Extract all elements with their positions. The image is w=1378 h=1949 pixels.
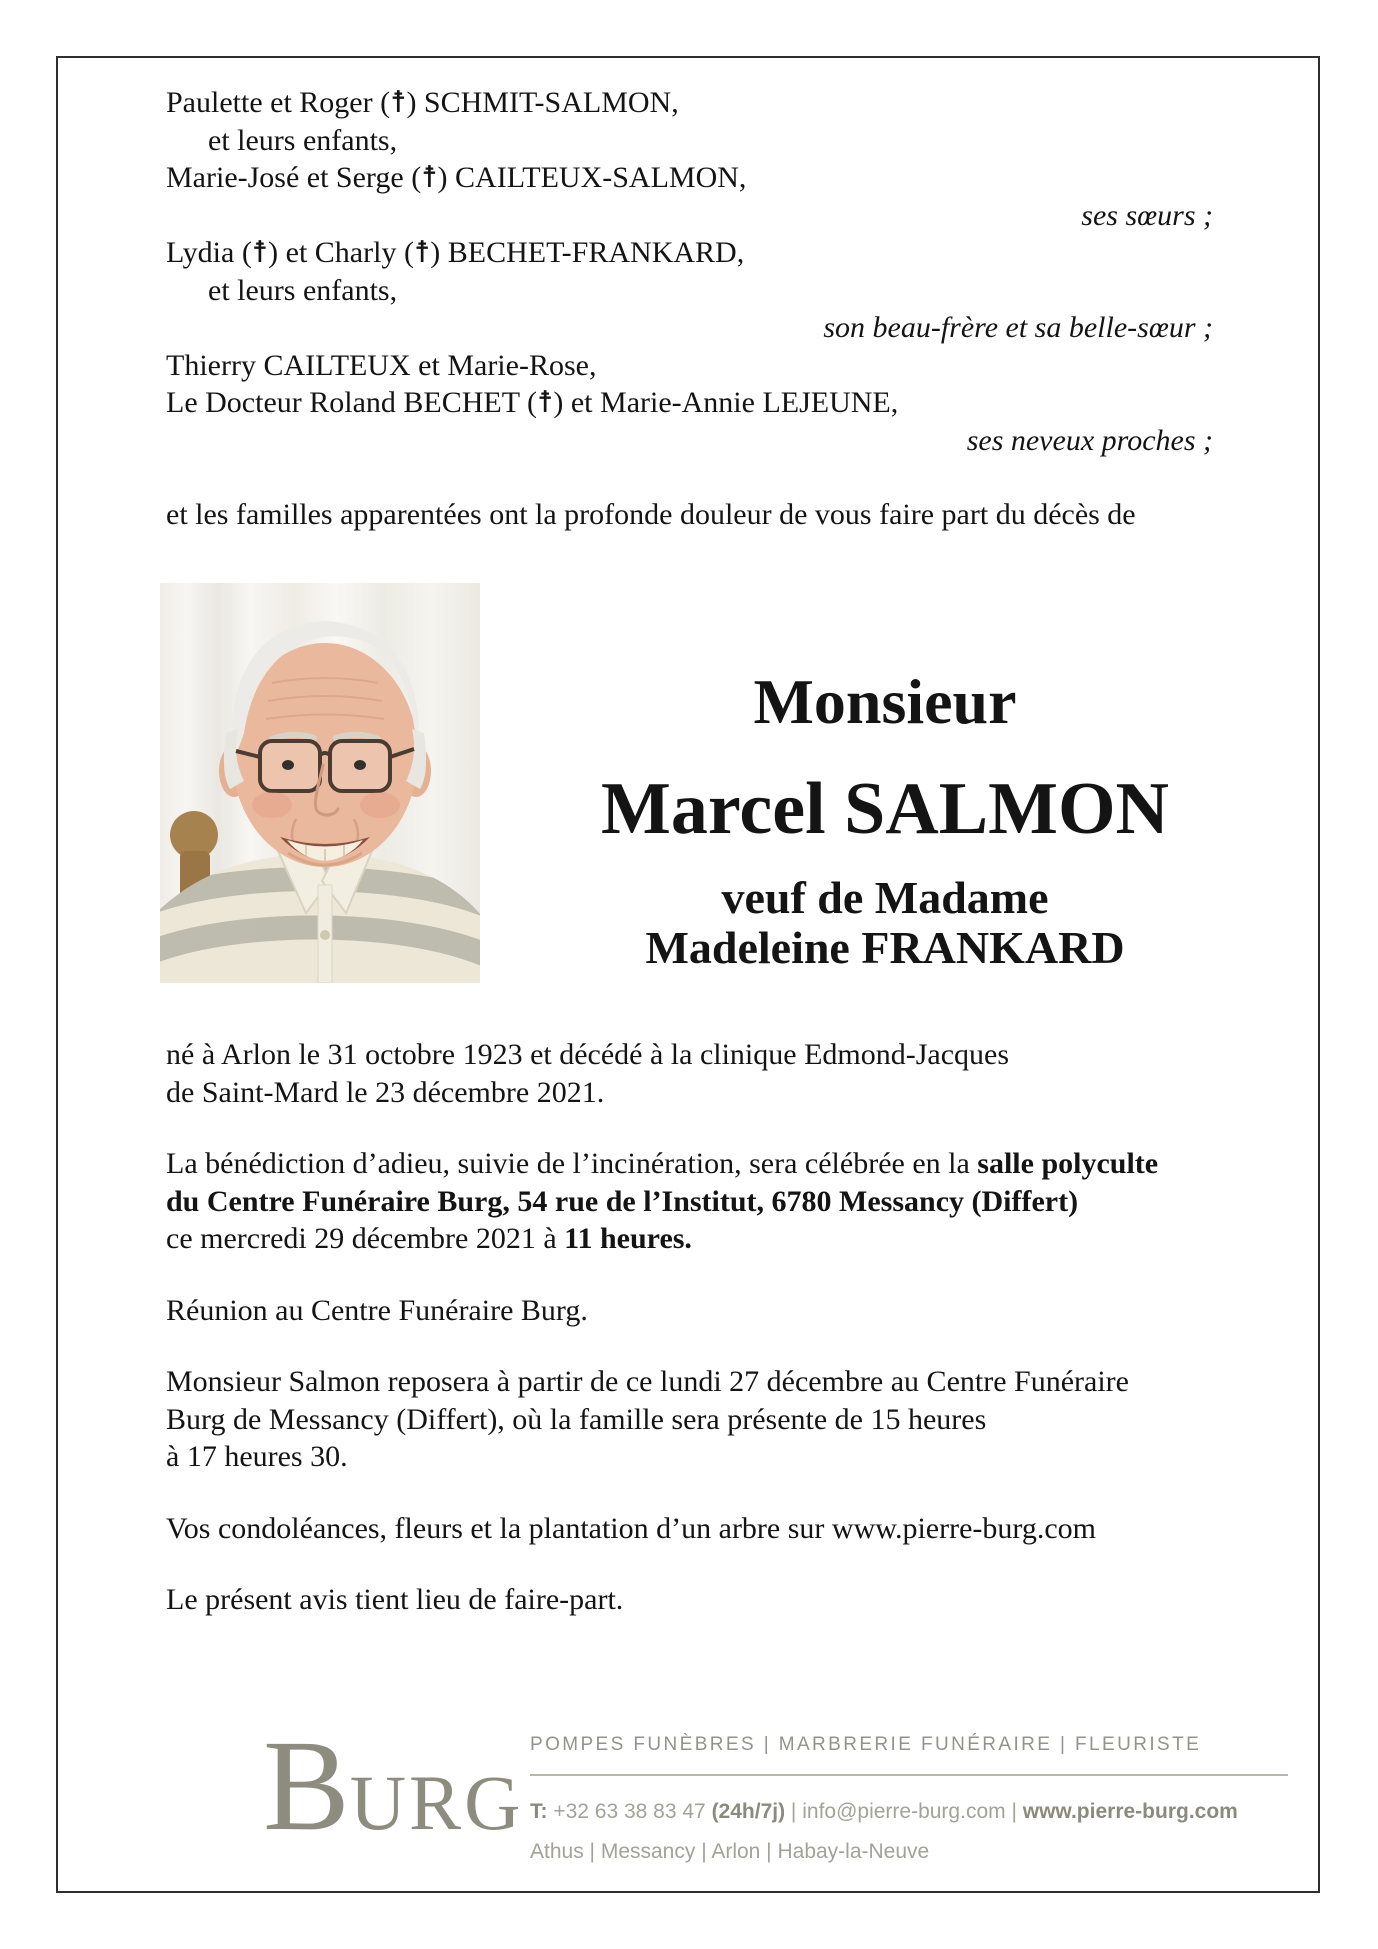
family-line: Lydia (☨) et Charly (☨) BECHET-FRANKARD,	[166, 236, 745, 269]
cities-line: Athus | Messancy | Arlon | Habay-la-Neuve	[530, 1840, 930, 1863]
logo-initial: B	[263, 1714, 350, 1858]
funeral-home-footer	[58, 58, 1318, 1891]
body-line: de Saint-Mard le 23 décembre 2021.	[166, 1075, 605, 1109]
body-line: né à Arlon le 31 octobre 1923 et décédé à la clinique Edmond-Jacques	[166, 1038, 1010, 1071]
services-line: POMPES FUNÈBRES | MARBRERIE FUNÉRAIRE | FLEURISTE	[530, 1734, 1202, 1755]
contact-line: T: +32 63 38 83 47 (24h/7j) | info@pierre-burg.com | www.pierre-burg.com	[530, 1800, 1238, 1823]
family-line: ses sœurs ;	[1081, 198, 1213, 232]
body-line: à 17 heures 30.	[166, 1440, 348, 1473]
family-line: ses neveux proches ;	[966, 423, 1213, 457]
widower-line-1: veuf de Madame	[721, 872, 1049, 923]
family-line: Paulette et Roger (☨) SCHMIT-SALMON,	[166, 86, 679, 119]
bordered-sheet	[56, 56, 1320, 1893]
body-line: Le présent avis tient lieu de faire-part.	[166, 1583, 624, 1616]
family-line: son beau-frère et sa belle-sœur ;	[823, 311, 1213, 344]
burg-logo	[263, 1714, 524, 1858]
logo-rest: URG	[349, 1759, 524, 1846]
body-line: Réunion au Centre Funéraire Burg.	[166, 1293, 588, 1327]
family-line: et leurs enfants,	[208, 123, 398, 157]
footer-divider	[530, 1774, 1288, 1776]
body-line: ce mercredi 29 décembre 2021 à 11 heures.	[166, 1222, 692, 1255]
widower-line-2: Madeleine FRANKARD	[645, 922, 1125, 973]
body-line: La bénédiction d’adieu, suivie de l’incinération, sera célébrée en la salle polyculte	[166, 1147, 1159, 1180]
deceased-name: Marcel SALMON	[601, 768, 1169, 850]
family-line: et leurs enfants,	[208, 273, 398, 307]
civility-title: Monsieur	[753, 666, 1017, 737]
body-line: du Centre Funéraire Burg, 54 rue de l’Institut, 6780 Messancy (Differt)	[166, 1184, 1079, 1218]
body-line: Vos condoléances, fleurs et la plantation d’un arbre sur www.pierre-burg.com	[166, 1511, 1096, 1545]
family-line: Marie-José et Serge (☨) CAILTEUX-SALMON,	[166, 161, 747, 194]
family-line: Thierry CAILTEUX et Marie-Rose,	[166, 348, 597, 382]
family-line: Le Docteur Roland BECHET (☨) et Marie-Annie LEJEUNE,	[166, 386, 899, 419]
intro-line: et les familles apparentées ont la profonde douleur de vous faire part du décès de	[166, 498, 1136, 531]
body-line: Monsieur Salmon reposera à partir de ce lundi 27 décembre au Centre Funéraire	[166, 1365, 1129, 1398]
body-line: Burg de Messancy (Differt), où la famille sera présente de 15 heures	[166, 1402, 987, 1436]
